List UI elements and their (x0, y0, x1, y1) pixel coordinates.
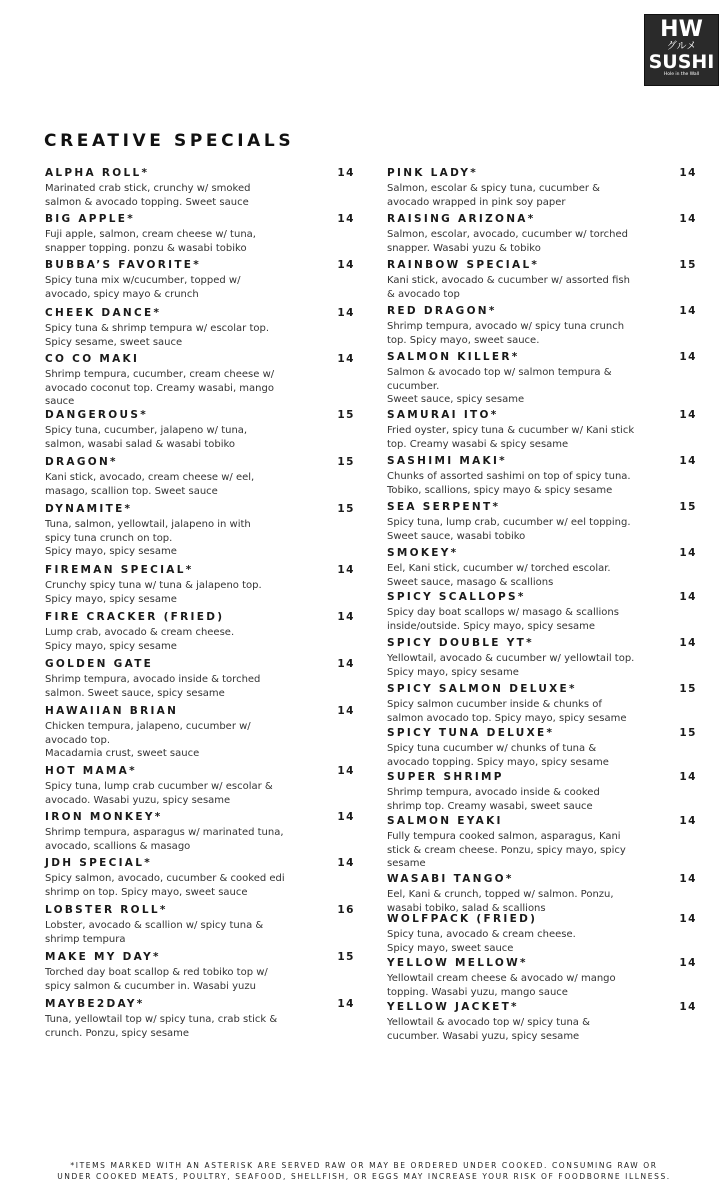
menu-item-description: Spicy salmon, avocado, cucumber & cooked edi shrimp on top. Spicy mayo, sweet sauce (45, 873, 285, 898)
menu-item (387, 408, 697, 451)
menu-item (387, 912, 697, 955)
menu-item-price: 14 (337, 705, 355, 717)
menu-item-price: 15 (679, 727, 697, 739)
menu-item-description: Spicy tuna, cucumber, jalapeno w/ tuna, salmon, wasabi salad & wasabi tobiko (45, 425, 248, 450)
menu-item-name: SPICY DOUBLE YT* (387, 637, 534, 649)
menu-item-description: Shrimp tempura, avocado inside & torched salmon. Sweet sauce, spicy sesame (45, 674, 261, 699)
menu-item-price: 14 (679, 547, 697, 559)
menu-item-description: Shrimp tempura, avocado inside & cooked shrimp top. Creamy wasabi, sweet sauce (387, 787, 600, 812)
menu-item-name: WASABI TANGO* (387, 873, 514, 885)
menu-item (387, 770, 697, 813)
menu-item-name: CHEEK DANCE* (45, 307, 162, 319)
menu-item-description: Chicken tempura, jalapeno, cucumber w/ avocado top. Macadamia crust, sweet sauce (45, 721, 251, 759)
menu-item (45, 950, 355, 993)
menu-item-description: Chunks of assorted sashimi on top of spicy tuna. Tobiko, scallions, spicy mayo & spicy sesame (387, 471, 631, 496)
menu-item-price: 14 (679, 771, 697, 783)
menu-item-price: 14 (337, 765, 355, 777)
menu-item-name: RAISING ARIZONA* (387, 213, 536, 225)
menu-item-description: Spicy tuna cucumber w/ chunks of tuna & avocado topping. Spicy mayo, spicy sesame (387, 743, 609, 768)
menu-item-description: Salmon, escolar & spicy tuna, cucumber & avocado wrapped in pink soy paper (387, 183, 600, 208)
menu-item (45, 764, 355, 807)
menu-item (387, 636, 697, 679)
menu-item (387, 258, 697, 301)
menu-item-name: RAINBOW SPECIAL* (387, 259, 540, 271)
menu-item (387, 814, 697, 871)
menu-item-name: DRAGON* (45, 456, 118, 468)
menu-item-name: SASHIMI MAKI* (387, 455, 507, 467)
menu-item-name: HAWAIIAN BRIAN (45, 705, 179, 717)
menu-item-name: WOLFPACK (FRIED) (387, 913, 538, 925)
menu-item-description: Tuna, salmon, yellowtail, jalapeno in with spicy tuna crunch on top. Spicy mayo, spicy sesame (45, 519, 251, 557)
menu-item-description: Yellowtail, avocado & cucumber w/ yellowtail top. Spicy mayo, spicy sesame (387, 653, 635, 678)
menu-item-description: Marinated crab stick, crunchy w/ smoked salmon & avocado topping. Sweet sauce (45, 183, 251, 208)
menu-item (45, 704, 355, 761)
menu-item-name: MAYBE2DAY* (45, 998, 145, 1010)
menu-item-description: Spicy day boat scallops w/ masago & scallions inside/outside. Spicy mayo, spicy sesame (387, 607, 619, 632)
menu-item (387, 212, 697, 255)
menu-item-description: Salmon, escolar, avocado, cucumber w/ torched snapper. Wasabi yuzu & tobiko (387, 229, 628, 254)
menu-item-name: IRON MONKEY* (45, 811, 163, 823)
menu-item-price: 14 (337, 213, 355, 225)
menu-item-name: DYNAMITE* (45, 503, 133, 515)
menu-item-price: 14 (679, 1001, 697, 1013)
menu-item (387, 350, 697, 407)
menu-item-name: SPICY TUNA DELUXE* (387, 727, 555, 739)
menu-item-description: Shrimp tempura, cucumber, cream cheese w/ avocado coconut top. Creamy wasabi, mango sauce (45, 369, 275, 407)
menu-item-price: 15 (337, 503, 355, 515)
menu-item-name: JDH SPECIAL* (45, 857, 153, 869)
menu-item (45, 408, 355, 451)
menu-item-name: PINK LADY* (387, 167, 479, 179)
menu-item-description: Eel, Kani stick, cucumber w/ torched escolar. Sweet sauce, masago & scallions (387, 563, 611, 588)
menu-item-description: Lump crab, avocado & cream cheese. Spicy mayo, spicy sesame (45, 627, 235, 652)
menu-item-price: 14 (337, 259, 355, 271)
menu-item (387, 304, 697, 347)
menu-item-price: 15 (679, 259, 697, 271)
menu-item-description: Yellowtail cream cheese & avocado w/ mango topping. Wasabi yuzu, mango sauce (387, 973, 616, 998)
menu-item-name: YELLOW JACKET* (387, 1001, 519, 1013)
logo-line-sushi: SUSHI (648, 51, 715, 73)
menu-item (387, 726, 697, 769)
menu-item-name: MAKE MY DAY* (45, 951, 161, 963)
menu-item (45, 166, 355, 209)
menu-item (45, 563, 355, 606)
menu-item (45, 352, 355, 409)
menu-item-price: 14 (337, 353, 355, 365)
disclaimer-line-2: UNDER COOKED MEATS, POULTRY, SEAFOOD, SHELLFISH, OR EGGS MAY INCREASE YOUR RISK OF FOODBORNE ILLNESS. (57, 1172, 671, 1181)
menu-item-name: RED DRAGON* (387, 305, 497, 317)
menu-item-price: 14 (337, 998, 355, 1010)
menu-item-description: Kani stick, avocado & cucumber w/ assorted fish & avocado top (387, 275, 630, 300)
menu-item-price: 14 (679, 409, 697, 421)
menu-item-description: Spicy tuna, lump crab, cucumber w/ eel topping. Sweet sauce, wasabi tobiko (387, 517, 631, 542)
menu-item-name: SPICY SALMON DELUXE* (387, 683, 577, 695)
menu-item-name: SMOKEY* (387, 547, 459, 559)
menu-item-price: 15 (337, 951, 355, 963)
menu-item-description: Tuna, yellowtail top w/ spicy tuna, crab stick & crunch. Ponzu, spicy sesame (45, 1014, 278, 1039)
menu-item-description: Shrimp tempura, avocado w/ spicy tuna crunch top. Spicy mayo, sweet sauce. (387, 321, 625, 346)
logo-line-gourmet: グルメ (666, 41, 697, 52)
menu-item-price: 14 (337, 857, 355, 869)
menu-item-price: 14 (679, 213, 697, 225)
menu-item-description: Fully tempura cooked salmon, asparagus, Kani stick & cream cheese. Ponzu, spicy mayo, spicy sesame (387, 831, 626, 869)
menu-item (387, 500, 697, 543)
menu-item-description: Spicy salmon cucumber inside & chunks of salmon avocado top. Spicy mayo, spicy sesame (387, 699, 627, 724)
menu-item-description: Spicy tuna, avocado & cream cheese. Spicy mayo, sweet sauce (387, 929, 576, 954)
menu-item (387, 166, 697, 209)
menu-item-name: YELLOW MELLOW* (387, 957, 528, 969)
menu-item (45, 610, 355, 653)
menu-item-price: 15 (679, 683, 697, 695)
menu-item-description: Salmon & avocado top w/ salmon tempura & cucumber. Sweet sauce, spicy sesame (387, 367, 612, 405)
menu-item-description: Kani stick, avocado, cream cheese w/ eel, masago, scallion top. Sweet sauce (45, 472, 255, 497)
menu-item-description: Lobster, avocado & scallion w/ spicy tuna & shrimp tempura (45, 920, 264, 945)
menu-item-price: 14 (679, 305, 697, 317)
menu-item-name: SAMURAI ITO* (387, 409, 499, 421)
menu-item (45, 502, 355, 559)
menu-item (387, 1000, 697, 1043)
menu-item-description: Eel, Kani & crunch, topped w/ salmon. Ponzu, wasabi tobiko, salad & scallions (387, 889, 614, 914)
menu-item-price: 15 (679, 501, 697, 513)
menu-item (45, 856, 355, 899)
menu-item (45, 903, 355, 946)
menu-item-name: BUBBA’S FAVORITE* (45, 259, 202, 271)
menu-item-price: 14 (679, 913, 697, 925)
menu-item-description: Torched day boat scallop & red tobiko top w/ spicy salmon & cucumber in. Wasabi yuzu (45, 967, 268, 992)
menu-item-price: 14 (337, 307, 355, 319)
menu-item-name: GOLDEN GATE (45, 658, 154, 670)
disclaimer-line-1: *ITEMS MARKED WITH AN ASTERISK ARE SERVED RAW OR MAY BE ORDERED UNDER COOKED. CONSUMING RAW OR (70, 1161, 658, 1170)
menu-item-description: Fuji apple, salmon, cream cheese w/ tuna, snapper topping. ponzu & wasabi tobiko (45, 229, 256, 254)
menu-item-price: 14 (679, 957, 697, 969)
menu-item-price: 14 (679, 351, 697, 363)
menu-item-price: 14 (337, 658, 355, 670)
menu-item (45, 306, 355, 349)
menu-item-name: SALMON KILLER* (387, 351, 520, 363)
menu-item-name: BIG APPLE* (45, 213, 136, 225)
menu-item-name: SUPER SHRIMP (387, 771, 504, 783)
menu-item (387, 454, 697, 497)
section-heading: CREATIVE SPECIALS (44, 131, 295, 151)
menu-item-name: HOT MAMA* (45, 765, 137, 777)
menu-item (387, 590, 697, 633)
menu-item-name: DANGEROUS* (45, 409, 149, 421)
menu-item-price: 14 (337, 811, 355, 823)
menu-item-name: LOBSTER ROLL* (45, 904, 168, 916)
menu-item (45, 455, 355, 498)
menu-item-price: 15 (337, 409, 355, 421)
menu-item-name: SALMON EYAKI (387, 815, 503, 827)
menu-item-name: ALPHA ROLL* (45, 167, 150, 179)
menu-item-description: Spicy tuna mix w/cucumber, topped w/ avocado, spicy mayo & crunch (45, 275, 241, 300)
menu-item-price: 14 (337, 611, 355, 623)
menu-item-description: Crunchy spicy tuna w/ tuna & jalapeno top. Spicy mayo, spicy sesame (45, 580, 262, 605)
logo-line-hw: HW (660, 17, 703, 42)
menu-item (45, 810, 355, 853)
menu-item-price: 14 (679, 591, 697, 603)
logo-tagline: Hole in the Wall (663, 72, 700, 77)
menu-item-description: Spicy tuna, lump crab cucumber w/ escolar & avocado. Wasabi yuzu, spicy sesame (45, 781, 273, 806)
menu-item-price: 14 (679, 167, 697, 179)
raw-food-disclaimer (0, 1160, 728, 1182)
menu-item-name: FIREMAN SPECIAL* (45, 564, 194, 576)
menu-item-name: CO CO MAKI (45, 353, 140, 365)
menu-item-price: 14 (679, 455, 697, 467)
menu-item-price: 14 (679, 873, 697, 885)
menu-item-name: FIRE CRACKER (FRIED) (45, 611, 225, 623)
menu-item-price: 14 (337, 564, 355, 576)
menu-item (45, 258, 355, 301)
menu-item-price: 14 (679, 637, 697, 649)
menu-item-description: Fried oyster, spicy tuna & cucumber w/ Kani stick top. Creamy wasabi & spicy sesame (387, 425, 635, 450)
menu-item-description: Shrimp tempura, asparagus w/ marinated tuna, avocado, scallions & masago (45, 827, 284, 852)
menu-item-description: Yellowtail & avocado top w/ spicy tuna & cucumber. Wasabi yuzu, spicy sesame (387, 1017, 590, 1042)
menu-item-name: SPICY SCALLOPS* (387, 591, 526, 603)
menu-item (45, 212, 355, 255)
menu-item (387, 546, 697, 589)
menu-item-price: 15 (337, 456, 355, 468)
menu-item (45, 657, 355, 700)
menu-item-price: 16 (337, 904, 355, 916)
menu-item-price: 14 (337, 167, 355, 179)
menu-item-description: Spicy tuna & shrimp tempura w/ escolar top. Spicy sesame, sweet sauce (45, 323, 270, 348)
hw-sushi-logo (644, 14, 719, 86)
menu-item (45, 997, 355, 1040)
menu-item-name: SEA SERPENT* (387, 501, 501, 513)
menu-item (387, 872, 697, 915)
menu-item (387, 682, 697, 725)
menu-item-price: 14 (679, 815, 697, 827)
menu-item (387, 956, 697, 999)
